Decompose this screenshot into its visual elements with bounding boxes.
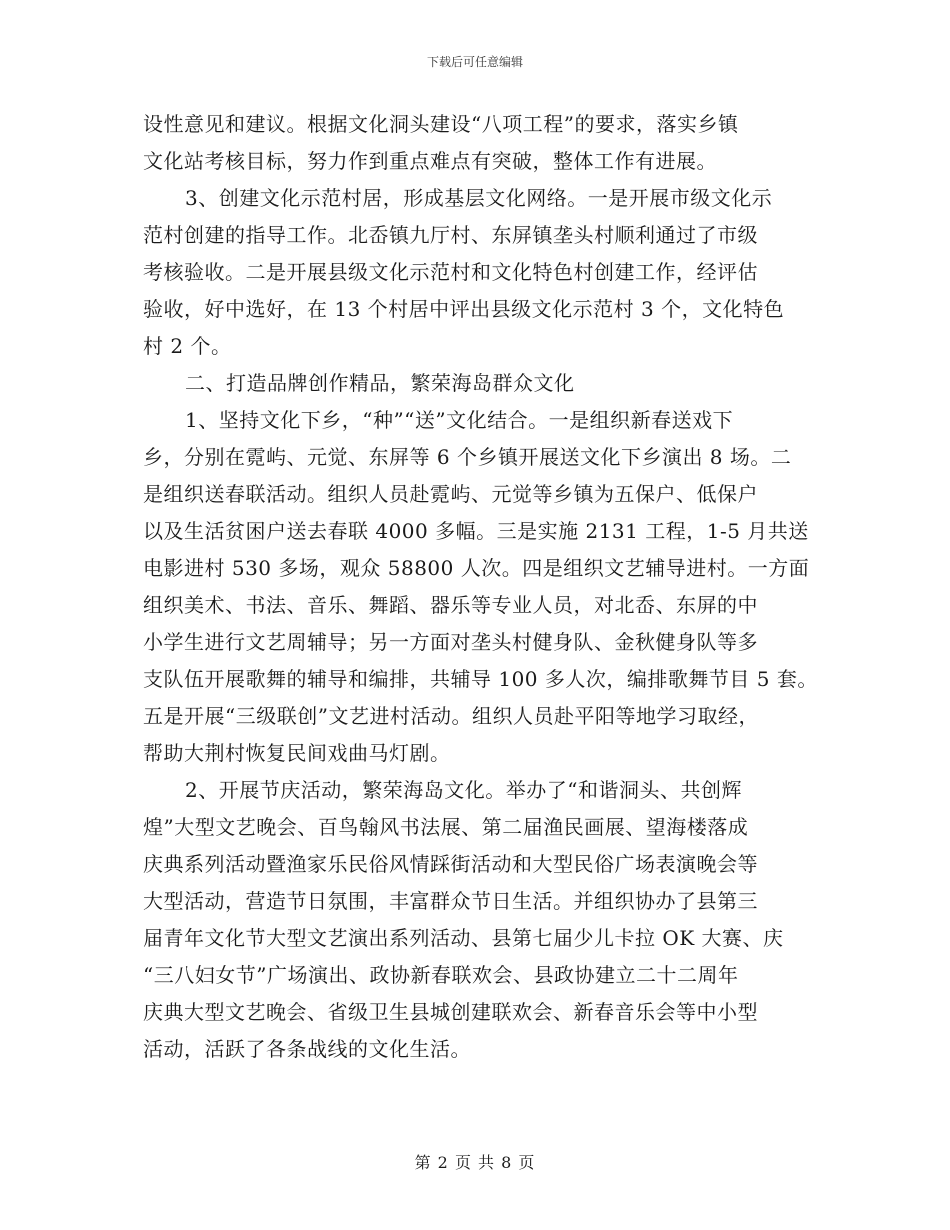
text-line: 支队伍开展歌舞的辅导和编排，共辅导 100 多人次，编排歌舞节目 5 套。	[143, 667, 818, 691]
text-line: 3、创建文化示范村居，形成基层文化网络。一是开展市级文化示	[185, 186, 773, 210]
text-line: 乡，分别在霓屿、元觉、东屏等 6 个乡镇开展送文化下乡演出 8 场。二	[143, 445, 792, 469]
text-line: 电影进村 530 多场，观众 58800 人次。四是组织文艺辅导进村。一方面	[143, 556, 810, 580]
text-line: 2、开展节庆活动，繁荣海岛文化。举办了“和谐洞头、共创辉	[185, 778, 742, 802]
text-line: 村 2 个。	[143, 334, 232, 358]
text-line: 文化站考核目标，努力作到重点难点有突破，整体工作有进展。	[143, 149, 717, 173]
text-line: 庆典系列活动暨渔家乐民俗风情踩街活动和大型民俗广场表演晚会等	[143, 852, 758, 876]
text-line: “三八妇女节”广场演出、政协新春联欢会、县政协建立二十二周年	[143, 963, 739, 987]
text-line: 庆典大型文艺晚会、省级卫生县城创建联欢会、新春音乐会等中小型	[143, 1000, 758, 1024]
text-line: 范村创建的指导工作。北岙镇九厅村、东屏镇垄头村顺利通过了市级	[143, 223, 758, 247]
text-line: 小学生进行文艺周辅导；另一方面对垄头村健身队、金秋健身队等多	[143, 630, 758, 654]
text-line: 是组织送春联活动。组织人员赴霓屿、元觉等乡镇为五保户、低保户	[143, 482, 758, 506]
page-footer: 第 2 页 共 8 页	[414, 1153, 536, 1172]
text-line: 以及生活贫困户送去春联 4000 多幅。三是实施 2131 工程，1-5 月共送	[143, 519, 809, 543]
text-line: 考核验收。二是开展县级文化示范村和文化特色村创建工作，经评估	[143, 260, 758, 284]
document-body	[143, 106, 818, 1068]
page-header: 下载后可任意编辑	[426, 55, 523, 69]
text-line: 大型活动，营造节日氛围，丰富群众节日生活。并组织协办了县第三	[143, 889, 758, 913]
text-line: 帮助大荆村恢复民间戏曲马灯剧。	[143, 741, 451, 765]
text-line: 设性意见和建议。根据文化洞头建设“八项工程”的要求，落实乡镇	[143, 112, 739, 136]
text-line: 届青年文化节大型文艺演出系列活动、县第七届少儿卡拉 OK 大赛、庆	[143, 926, 784, 950]
text-line: 验收，好中选好，在 13 个村居中评出县级文化示范村 3 个，文化特色	[143, 297, 785, 321]
text-line: 1、坚持文化下乡，“种”“送”文化结合。一是组织新春送戏下	[185, 408, 734, 432]
text-line: 五是开展“三级联创”文艺进村活动。组织人员赴平阳等地学习取经，	[143, 704, 759, 728]
text-line: 组织美术、书法、音乐、舞蹈、器乐等专业人员，对北岙、东屏的中	[143, 593, 758, 617]
text-line: 二、打造品牌创作精品，繁荣海岛群众文化	[185, 371, 575, 395]
text-line: 煌”大型文艺晚会、百鸟翰风书法展、第二届渔民画展、望海楼落成	[143, 815, 749, 839]
text-line: 活动，活跃了各条战线的文化生活。	[143, 1037, 471, 1061]
